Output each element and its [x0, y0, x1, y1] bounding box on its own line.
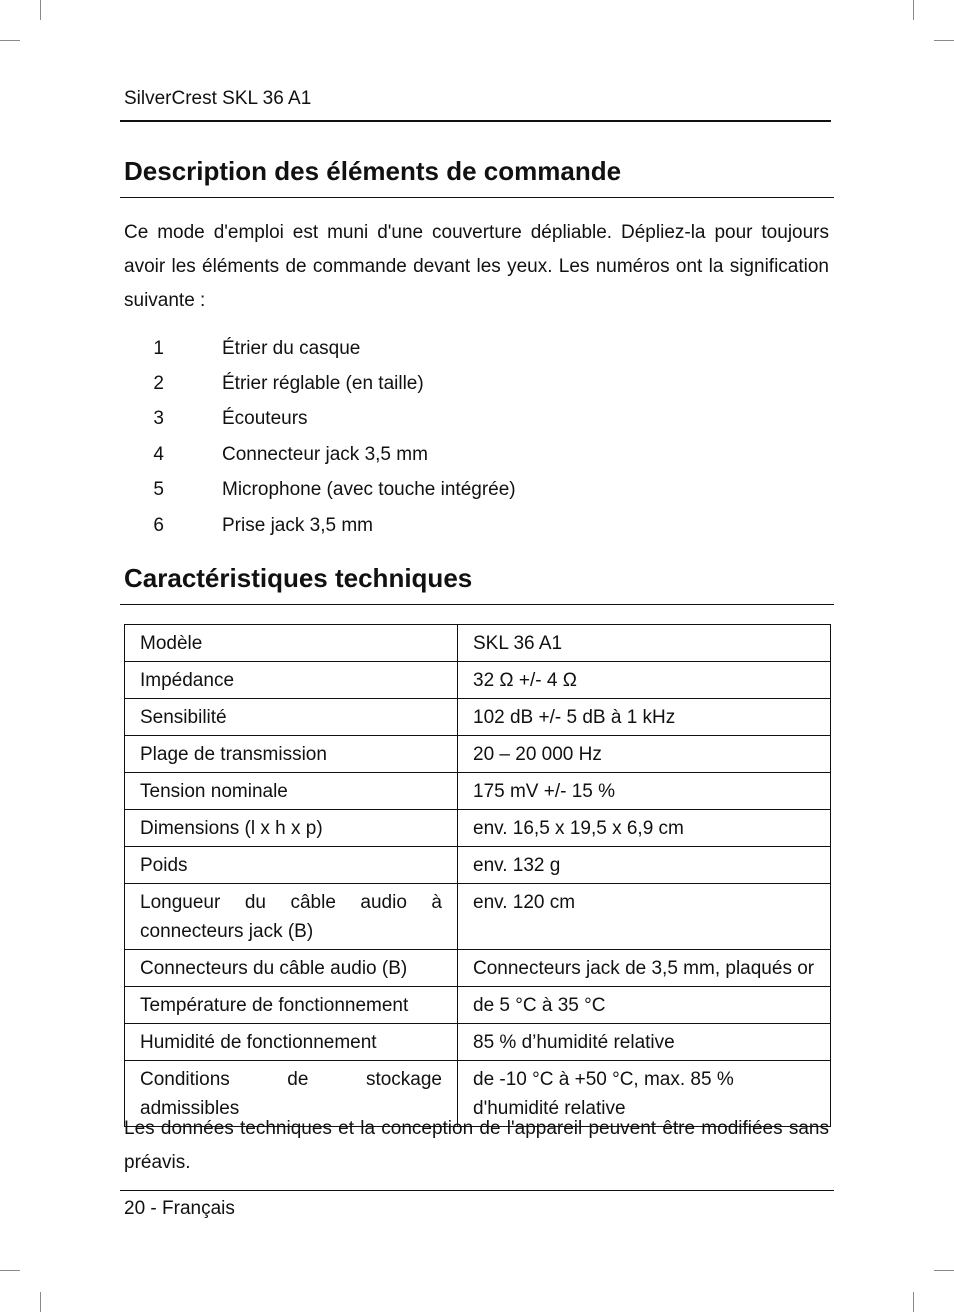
item-label: Étrier du casque [222, 337, 361, 359]
table-row [125, 699, 831, 736]
item-label: Prise jack 3,5 mm [222, 514, 373, 536]
spec-key: Température de fonctionnement [125, 987, 458, 1024]
spec-key: Plage de transmission [125, 736, 458, 773]
controls-heading: Description des éléments de commande [124, 156, 622, 186]
header-rule [120, 120, 831, 122]
spec-value: 102 dB +/- 5 dB à 1 kHz [458, 699, 831, 736]
spec-key: Humidité de fonctionnement [125, 1024, 458, 1061]
item-label: Écouteurs [222, 408, 308, 430]
spec-key: Impédance [125, 662, 458, 699]
spec-key: Modèle [125, 625, 458, 662]
crop-mark [934, 1270, 954, 1271]
crop-mark [40, 0, 41, 20]
specs-heading: Caractéristiques techniques [124, 563, 473, 593]
controls-heading-rule [120, 197, 834, 198]
item-number: 1 [153, 337, 164, 359]
crop-mark [0, 40, 20, 41]
spec-value: 175 mV +/- 15 % [458, 773, 831, 810]
table-row [125, 1024, 831, 1061]
table-row [125, 987, 831, 1024]
spec-value: de -10 °C à +50 °C, max. 85 % d'humidité relative [458, 1061, 831, 1127]
page-number: 20 - Français [124, 1198, 235, 1219]
table-row [125, 736, 831, 773]
table-row [125, 662, 831, 699]
item-number: 3 [153, 408, 164, 430]
list-item [124, 508, 829, 543]
spec-value: 85 % d’humidité relative [458, 1024, 831, 1061]
table-row [125, 847, 831, 884]
item-label: Microphone (avec touche intégrée) [222, 479, 516, 501]
spec-key: Poids [125, 847, 458, 884]
list-item [124, 473, 829, 508]
controls-intro: Ce mode d'emploi est muni d'une couverture dépliable. Dépliez-la pour toujours avoir les éléments de commande devant les yeux. Les numéros ont la signification suivante : [124, 222, 829, 311]
list-item [124, 366, 829, 401]
spec-key: Connecteurs du câble audio (B) [125, 950, 458, 987]
spec-value: Connecteurs jack de 3,5 mm, plaqués or [458, 950, 831, 987]
specs-table [124, 624, 831, 1127]
table-row [125, 810, 831, 847]
spec-key: Longueur du câble audio à connecteurs jack (B) [125, 884, 458, 950]
table-row [125, 950, 831, 987]
spec-key: Sensibilité [125, 699, 458, 736]
list-item [124, 402, 829, 437]
spec-value: 20 – 20 000 Hz [458, 736, 831, 773]
table-row [125, 773, 831, 810]
spec-value: 32 Ω +/- 4 Ω [458, 662, 831, 699]
list-item [124, 331, 829, 366]
crop-mark [40, 1292, 41, 1312]
item-number: 5 [153, 479, 164, 501]
crop-mark [0, 1270, 20, 1271]
crop-mark [913, 0, 914, 20]
spec-key: Conditions de stockage admissibles [125, 1061, 458, 1127]
spec-value: env. 16,5 x 19,5 x 6,9 cm [458, 810, 831, 847]
spec-key: Dimensions (l x h x p) [125, 810, 458, 847]
item-number: 2 [153, 373, 164, 395]
table-row [125, 884, 831, 950]
footer-rule [120, 1190, 834, 1191]
specs-note: Les données techniques et la conception de l'appareil peuvent être modifiées sans préavis. [124, 1118, 829, 1173]
spec-value: env. 132 g [458, 847, 831, 884]
table-row [125, 625, 831, 662]
item-number: 4 [153, 443, 164, 465]
crop-mark [913, 1292, 914, 1312]
item-number: 6 [153, 514, 164, 536]
spec-value: de 5 °C à 35 °C [458, 987, 831, 1024]
spec-key: Tension nominale [125, 773, 458, 810]
item-label: Connecteur jack 3,5 mm [222, 443, 428, 465]
spec-value: env. 120 cm [458, 884, 831, 950]
item-label: Étrier réglable (en taille) [222, 373, 424, 395]
specs-heading-rule [120, 604, 834, 605]
controls-list [124, 331, 829, 543]
running-header: SilverCrest SKL 36 A1 [124, 88, 312, 109]
spec-value: SKL 36 A1 [458, 625, 831, 662]
crop-mark [934, 40, 954, 41]
list-item [124, 437, 829, 472]
